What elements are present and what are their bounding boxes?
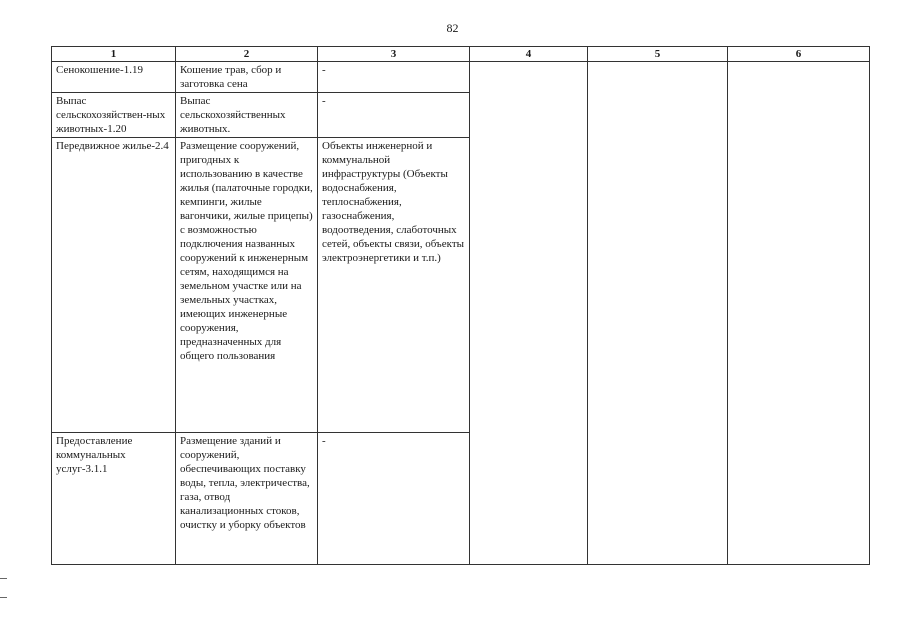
margin-mark xyxy=(0,578,7,579)
header-col-1: 1 xyxy=(52,47,176,62)
cell-use-description: Выпас сельскохозяйственных животных. xyxy=(176,93,318,138)
cell-objects: - xyxy=(318,433,470,565)
zoning-table xyxy=(51,46,870,565)
cell-use-description: Размещение зданий и сооружений, обеспечивающих поставку воды, тепла, электричества, газа, отвод канализационных стоков, очистку и уборку объектов xyxy=(176,433,318,565)
cell-use-name: Сенокошение-1.19 xyxy=(52,62,176,93)
cell-use-name: Передвижное жилье-2.4 xyxy=(52,138,176,433)
header-col-5: 5 xyxy=(588,47,728,62)
cell-col-4-empty xyxy=(470,62,588,565)
cell-use-description: Кошение трав, сбор и заготовка сена xyxy=(176,62,318,93)
cell-objects: - xyxy=(318,93,470,138)
page-number: 82 xyxy=(446,21,459,35)
header-col-4: 4 xyxy=(470,47,588,62)
cell-col-5-empty xyxy=(588,62,728,565)
margin-mark xyxy=(0,597,7,598)
cell-use-name: Выпас сельскохозяйствен-ных животных-1.20 xyxy=(52,93,176,138)
cell-use-name: Предоставление коммунальных услуг-3.1.1 xyxy=(52,433,176,565)
cell-objects: - xyxy=(318,62,470,93)
cell-objects: Объекты инженерной и коммунальной инфраструктуры (Объекты водоснабжения, теплоснабжения, газоснабжения, водоотведения, слаботочных сетей, объекты связи, объекты электроэнергетики и т.п.) xyxy=(318,138,470,433)
cell-use-description: Размещение сооружений, пригодных к использованию в качестве жилья (палаточные городки, кемпинги, жилые вагончики, жилые прицепы) с возможностью подключения названных сооружений к инженерным сетям, находящимся на земельном участке или на земельных участках, имеющих инженерные сооружения, предназначенных для общего пользования xyxy=(176,138,318,433)
cell-col-6-empty xyxy=(728,62,870,565)
header-col-2: 2 xyxy=(176,47,318,62)
table-header-row xyxy=(52,47,870,62)
header-col-6: 6 xyxy=(728,47,870,62)
table-row xyxy=(52,62,870,93)
header-col-3: 3 xyxy=(318,47,470,62)
